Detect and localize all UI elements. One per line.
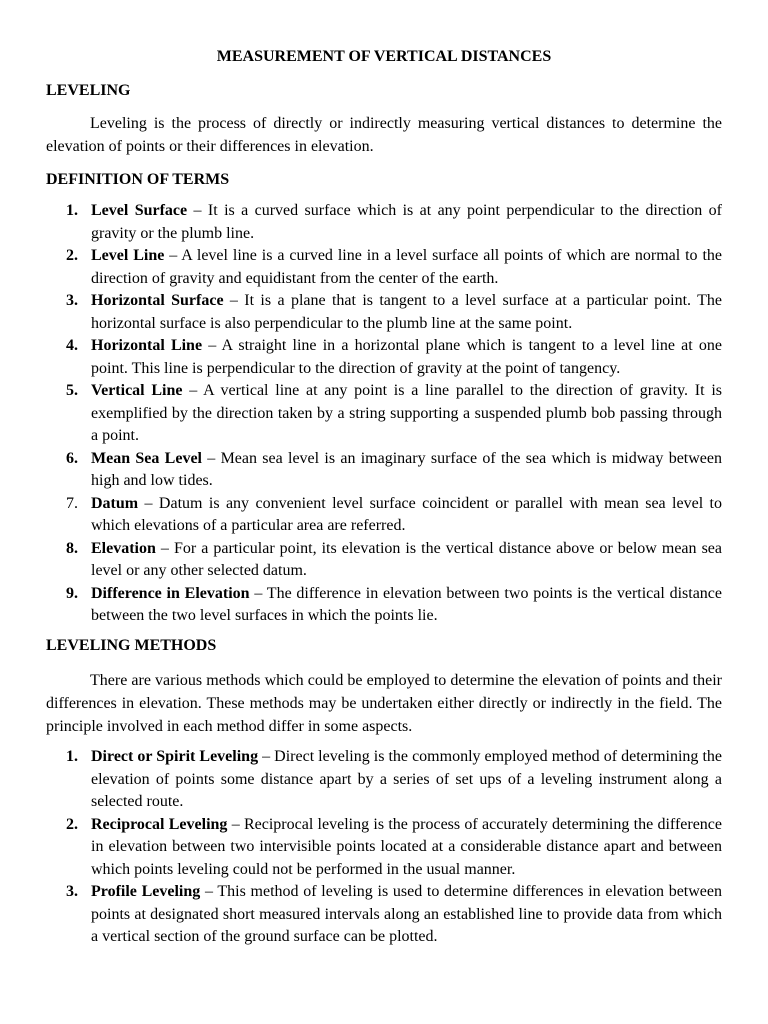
list-item bbox=[46, 493, 722, 538]
definitions-list bbox=[46, 200, 722, 628]
list-item-number: 3. bbox=[66, 292, 78, 309]
list-item-term: Vertical Line bbox=[91, 382, 183, 399]
list-item bbox=[46, 583, 722, 628]
list-item bbox=[46, 200, 722, 245]
list-item-number: 7. bbox=[66, 494, 78, 512]
list-item-text: – It is a plane that is tangent to a level surface at a particular point. The horizontal surface is also perpendicular to the plumb line at the same point. bbox=[91, 292, 722, 332]
list-item-number: 1. bbox=[66, 202, 78, 219]
list-item bbox=[46, 814, 722, 882]
list-item-text: – A level line is a curved line in a level surface all points of which are normal to the direction of gravity and equidistant from the center of the earth. bbox=[91, 247, 723, 287]
list-item-number: 1. bbox=[66, 748, 78, 765]
list-item-term: Elevation bbox=[91, 539, 156, 557]
list-item-term: Difference in Elevation bbox=[91, 584, 250, 602]
list-item-number: 3. bbox=[66, 883, 78, 900]
methods-list bbox=[46, 746, 722, 949]
list-item-term: Level Line bbox=[91, 247, 165, 264]
list-item-term: Horizontal Surface bbox=[91, 292, 224, 309]
list-item-number: 8. bbox=[66, 539, 78, 557]
list-item bbox=[46, 335, 722, 380]
leveling-paragraph: Leveling is the process of directly or indirectly measuring vertical distances to determine the elevation of points or their differences in elevation. bbox=[46, 115, 722, 155]
section-heading-leveling: LEVELING bbox=[46, 82, 131, 99]
list-item-text: – Datum is any convenient level surface coincident or parallel with mean sea level to which elevations of a particular area are referred. bbox=[91, 494, 722, 534]
list-item bbox=[46, 881, 722, 949]
list-item-term: Reciprocal Leveling bbox=[91, 815, 228, 833]
list-item-number: 5. bbox=[66, 382, 78, 399]
list-item-text: – This method of leveling is used to determine differences in elevation between points at designated short measured intervals along an established line to provide data from which a vertical section of the ground surface can be plotted. bbox=[91, 883, 723, 945]
list-item bbox=[46, 448, 722, 493]
list-item-text: – A vertical line at any point is a line parallel to the direction of gravity. It is exemplified by the direction taken by a string supporting a suspended plumb bob passing through a point. bbox=[91, 382, 722, 444]
list-item-term: Mean Sea Level bbox=[91, 449, 202, 467]
list-item-text: – It is a curved surface which is at any point perpendicular to the direction of gravity or the plumb line. bbox=[91, 202, 723, 242]
list-item-text: – For a particular point, its elevation is the vertical distance above or below mean sea level or any other selected datum. bbox=[91, 539, 722, 579]
list-item-number: 6. bbox=[66, 449, 78, 467]
methods-paragraph: There are various methods which could be employed to determine the elevation of points and their differences in elevation. These methods may be undertaken either directly or indirectly in the field. The principle involved in each method differ in some aspects. bbox=[46, 672, 722, 735]
list-item-term: Level Surface bbox=[91, 202, 188, 219]
list-item-term: Profile Leveling bbox=[91, 883, 201, 900]
list-item-text: – Reciprocal leveling is the process of accurately determining the difference in elevation between two intervisible points located at a considerable distance apart and between which points leveling could not be performed in the usual manner. bbox=[91, 815, 722, 878]
list-item bbox=[46, 290, 722, 335]
list-item-number: 9. bbox=[66, 584, 78, 602]
list-item-text: – Direct leveling is the commonly employed method of determining the elevation of points some distance apart by a series of set ups of a leveling instrument along a selected route. bbox=[91, 748, 723, 810]
list-item bbox=[46, 245, 722, 290]
list-item-number: 4. bbox=[66, 337, 78, 354]
list-item-term: Datum bbox=[91, 494, 139, 512]
list-item-text: – The difference in elevation between two points is the vertical distance between the two level surfaces in which the points lie. bbox=[91, 584, 722, 624]
list-item-text: – Mean sea level is an imaginary surface of the sea which is midway between high and low tides. bbox=[91, 449, 722, 489]
list-item-text: – A straight line in a horizontal plane which is tangent to a level line at one point. This line is perpendicular to the direction of gravity at the point of tangency. bbox=[91, 337, 722, 377]
section-heading-methods: LEVELING METHODS bbox=[46, 637, 217, 654]
list-item bbox=[46, 538, 722, 583]
list-item-number: 2. bbox=[66, 815, 78, 833]
list-item-number: 2. bbox=[66, 247, 78, 264]
list-item-term: Horizontal Line bbox=[91, 337, 203, 354]
list-item-term: Direct or Spirit Leveling bbox=[91, 748, 259, 765]
section-heading-definitions: DEFINITION OF TERMS bbox=[46, 171, 230, 188]
page-title: MEASUREMENT OF VERTICAL DISTANCES bbox=[216, 48, 552, 65]
list-item bbox=[46, 380, 722, 448]
list-item bbox=[46, 746, 722, 814]
